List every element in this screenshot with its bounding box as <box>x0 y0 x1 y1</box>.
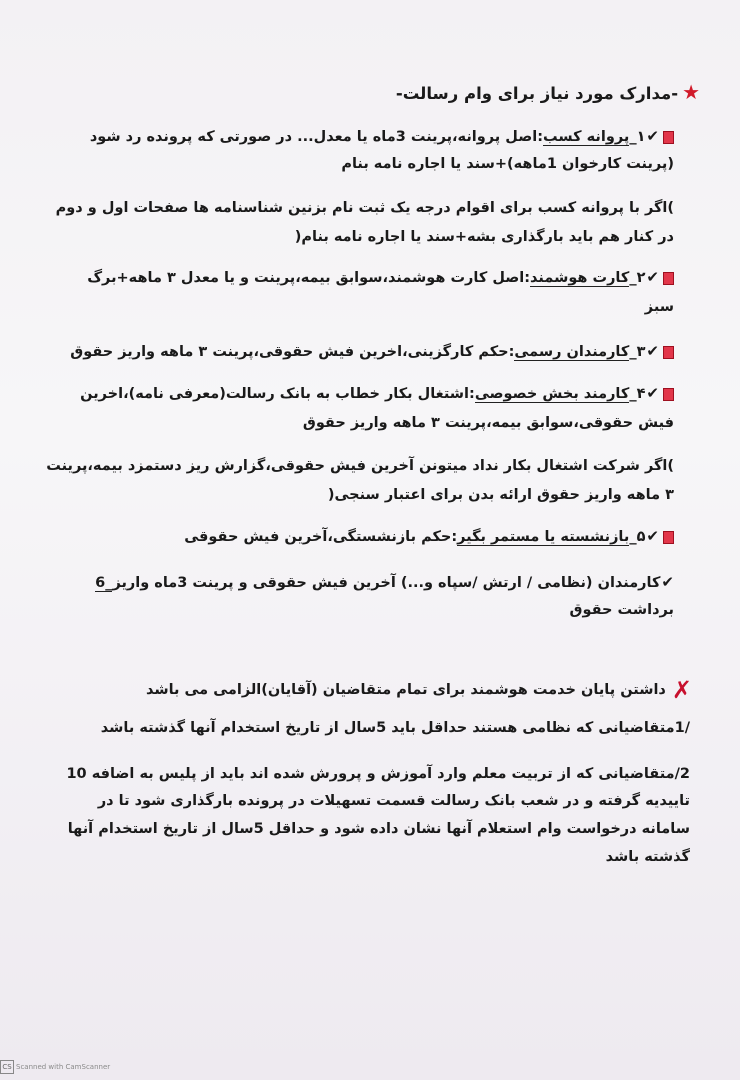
item-heading: کارت هوشمند <box>530 270 630 286</box>
item-number: ۴_ <box>629 386 646 402</box>
requirement-2-line1: 2/متقاضیانی که از تربیت معلم وارد آموزش و پرورش شده اند باید از پلیس به اضافه 10 <box>66 766 690 782</box>
item-2-line1 <box>87 268 674 287</box>
item-6-line1 <box>95 573 674 592</box>
title-text: مدارک مورد نیاز برای وام رسالت <box>402 84 672 103</box>
checkmark-icon: ✔ <box>646 268 659 286</box>
item-number: _6 <box>95 575 113 591</box>
item-4-note-line2: ۳ ماهه واریز حقوق ارائه بدن برای اعتبار سنجی( <box>327 487 674 503</box>
checkmark-icon: ✔ <box>661 573 674 591</box>
item-1-line2: (پرینت کارخوان 1ماهه)+سند یا اجاره نامه بنام <box>341 156 674 172</box>
item-4-line1 <box>80 384 674 403</box>
checkmark-icon: ✔ <box>646 127 659 145</box>
item-1-note-line1: )اگر با پروانه کسب برای اقوام درجه یک ثبت نام بزنین شناسنامه ها صفحات اول و دوم <box>55 200 674 216</box>
item-text: کارمندان (نظامی / ارتش /سپاه و...) آخرین فیش حقوقی و پرینت 3ماه واریز <box>112 575 661 591</box>
star-icon: ★ <box>682 80 700 104</box>
item-text: :اصل پروانه،پرینت 3ماه یا معدل... در صورتی که پرونده رد شود <box>89 129 544 145</box>
item-number: ۳_ <box>629 344 646 360</box>
requirement-2-line3: سامانه درخواست وام استعلام آنها نشان داده شود و حداقل 5سال از تاریخ استخدام آنها <box>67 821 690 837</box>
requirement-main-text: داشتن پایان خدمت هوشمند برای تمام متقاضیان (آقایان)الزامی می باشد <box>145 682 666 698</box>
item-text: :حکم بازنشستگی،آخرین فیش حقوقی <box>184 529 458 545</box>
item-text: :حکم کارگزینی،اخرین فیش حقوقی،پرینت ۳ ماهه واریز حقوق <box>70 344 515 360</box>
red-bullet-icon <box>663 131 674 144</box>
item-heading: کارمندان رسمی <box>514 344 630 360</box>
scanner-watermark <box>0 1060 110 1074</box>
x-mark-icon: ✗ <box>671 676 692 704</box>
item-heading: پروانه کسب <box>543 129 630 145</box>
item-4-line2: فیش حقوقی،سوابق بیمه،پرینت ۳ ماهه واریز حقوق <box>302 415 674 431</box>
item-heading: بازنشسته یا مستمر بگیر <box>457 529 630 545</box>
requirement-2-line4: گذشته باشد <box>605 849 690 865</box>
red-bullet-icon <box>663 346 674 359</box>
requirement-2-line2: تاییدیه گرفته و در شعب بانک رسالت قسمت تسهیلات در پرونده بارگذاری شود تا در <box>97 793 690 809</box>
requirement-1: /1متقاضیانی که نظامی هستند حداقل باید 5سال از تاریخ استخدام آنها گذشته باشد <box>100 720 690 736</box>
item-number: ۱_ <box>629 129 646 145</box>
item-heading: کارمند بخش خصوصی <box>474 386 630 402</box>
red-bullet-icon <box>663 531 674 544</box>
item-1-note-line2: در کنار هم باید بارگذاری بشه+سند یا اجاره نامه بنام( <box>294 229 674 245</box>
scanner-text: Scanned with CamScanner <box>16 1063 111 1071</box>
red-bullet-icon <box>663 272 674 285</box>
item-text: :اصل کارت هوشمند،سوابق بیمه،پرینت و یا معدل ۳ ماهه+برگ <box>87 270 531 286</box>
item-3-line1 <box>70 342 674 361</box>
item-4-note-line1: )اگر شرکت اشتغال بکار نداد میتونن آخرین فیش حقوقی،گزارش ریز دستمزد بیمه،پرینت <box>46 458 674 474</box>
document-title: ★-مدارک مورد نیاز برای وام رسالت- <box>395 80 700 104</box>
item-number: ۵_ <box>629 529 646 545</box>
checkmark-icon: ✔ <box>646 384 659 402</box>
camscanner-logo-icon: CS <box>0 1060 14 1074</box>
item-text: :اشتغال بکار خطاب به بانک رسالت(معرفی نامه)،اخرین <box>80 386 475 402</box>
item-5-line1 <box>184 527 674 546</box>
item-number: ۲_ <box>629 270 646 286</box>
item-2-line2: سبز <box>644 299 674 315</box>
item-1-line1 <box>90 127 674 146</box>
checkmark-icon: ✔ <box>646 527 659 545</box>
requirement-main <box>145 676 692 704</box>
item-6-line2: برداشت حقوق <box>569 602 674 618</box>
red-bullet-icon <box>663 388 674 401</box>
checkmark-icon: ✔ <box>646 342 659 360</box>
